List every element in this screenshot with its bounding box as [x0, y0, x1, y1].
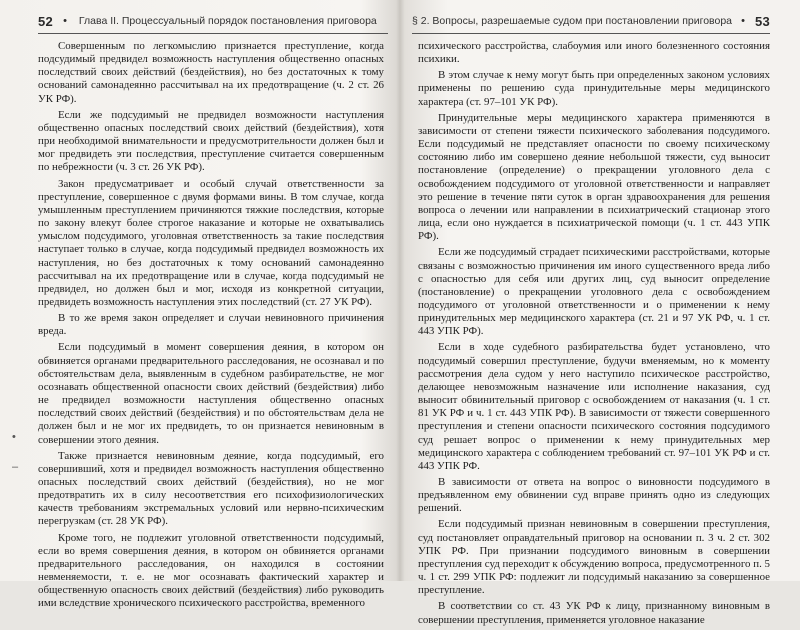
- bullet-icon: •: [63, 15, 67, 27]
- paragraph: Кроме того, не подлежит уголовной ответственности подсудимый, если во время совершения деяния, в котором он обвиняется органами предварительного расследования, он находился в состоянии невменяемости, т. е. не мог осознавать фактический характер и общественную опасность своих действий (бездействия) либо руководить ими вследствие хронического психического расстройства, временного: [38, 531, 384, 610]
- paragraph: Если подсудимый в момент совершения деяния, в котором он обвиняется органами предварительного расследования, не осознавал и по обстоятельствам дела, выявленным в судебном разбирательстве, не мог осознавать общественной опасности своих действий (бездействия) либо не предвидел возможности наступления общественно опасных последствий своих действий (бездействия) и по обстоятельствам дела не должен был и не мог их предвидеть, то он признается невиновным в совершении этого деяния.: [38, 341, 384, 446]
- margin-bullet-icon: •: [12, 431, 16, 443]
- paragraph: психического расстройства, слабоумия или иного болезненного состояния психики.: [418, 40, 770, 66]
- paragraph: Если подсудимый признан невиновным в совершении преступления, суд постановляет оправдательный приговор на основании п. 3 ч. 2 ст. 302 УПК РФ. При признании подсудимого виновным в совершении преступления суд переходит к обсуждению вопроса, предусмотренного п. 5 ч. 1 ст. 299 УПК РФ: подлежит ли подсудимый наказанию за совершенное преступление.: [418, 518, 770, 597]
- paragraph: Совершенным по легкомыслию признается преступление, когда подсудимый предвидел возможность наступления общественно опасных последствий своих действий (бездействия), но без достаточных к тому оснований самонадеянно рассчитывал на их предотвращение (ч. 2 ст. 26 УК РФ).: [38, 40, 384, 105]
- bullet-icon: •: [741, 15, 745, 27]
- right-running-head: [412, 10, 770, 32]
- left-running-head: [38, 10, 388, 32]
- left-chapter-title: Глава II. Процессуальный порядок постановления приговора: [78, 15, 377, 27]
- left-page: [0, 0, 396, 610]
- right-page-number: 53: [754, 13, 770, 29]
- paragraph: Если же подсудимый страдает психическими расстройствами, которые связаны с возможностью причинения им иного существенного вреда либо с опасностью для себя или других лиц, суд выносит определение (постановление) о прекращении уголовного дела с освобождением подсудимого от уголовной ответственности и о применении к нему принудительных мер медицинского характера (ст. 21 и 97 УК РФ, ч. 1 ст. 443 УПК РФ).: [418, 246, 770, 338]
- paragraph: Также признается невиновным деяние, когда подсудимый, его совершивший, хотя и предвидел возможность наступления общественно опасных последствий своих действий (бездействия), но не мог предотвратить их в силу несоответствия его психофизиологических качеств требованиям экстремальных условий или нервно-психическим перегрузкам (ст. 28 УК РФ).: [38, 449, 384, 528]
- paragraph: В то же время закон определяет и случаи невиновного причинения вреда.: [38, 312, 384, 338]
- paragraph: В зависимости от ответа на вопрос о виновности подсудимого в предъявленном ему обвинении суд вправе принять одно из следующих решений.: [418, 476, 770, 515]
- right-header-rule: [412, 33, 770, 34]
- left-page-text: [38, 40, 384, 614]
- paragraph: В этом случае к нему могут быть при определенных законом условиях применены по решению суда принудительные меры медицинского характера (ст. 97–101 УК РФ).: [418, 69, 770, 108]
- paragraph: Если же подсудимый не предвидел возможности наступления общественно опасных последствий своих действий (бездействия), хотя при необходимой внимательности и предусмотрительности должен был и мог предвидеть эти последствия, преступление считается совершенным по небрежности (ч. 3 ст. 26 УК РФ).: [38, 108, 384, 174]
- margin-dash-icon: –: [12, 461, 19, 473]
- paragraph: Если в ходе судебного разбирательства будет установлено, что подсудимый совершил преступление, будучи вменяемым, но к моменту рассмотрения дела судом у него наступило психическое расстройство, делающее невозможным назначение или исполнение наказания, суд выносит обвинительный приговор с освобождением от наказания (ч. 1 ст. 81 УК РФ и ч. 1 ст. 443 УПК РФ). В зависимости от тяжести совершенного преступления и степени опасности психического состояния подсудимого суд решает вопрос о применении к нему принудительных мер медицинского характера с соблюдением требований ст. 97–101 УК РФ и ст. 443 УПК РФ.: [418, 341, 770, 472]
- right-page: [404, 0, 800, 626]
- paragraph: В соответствии со ст. 43 УК РФ к лицу, признанному виновным в совершении преступления, применяется уголовное наказание: [418, 600, 770, 626]
- right-page-text: [418, 40, 770, 630]
- paragraph: Закон предусматривает и особый случай ответственности за преступление, совершенное с двумя формами вины. В том случае, когда умышленным преступлением причиняются тяжкие последствия, которые по закону влекут более строгое наказание и которые не охватывались умыслом подсудимого, уголовная ответственность за такие последствия наступает только в случае, когда подсудимый предвидел возможность их наступления, но без достаточных к тому оснований самонадеянно рассчитывал на их предотвращение или в случае, когда подсудимый не предвидел, но должен был и мог, исходя из конкретной ситуации, предвидеть возможность наступления этих последствий (ст. 27 УК РФ).: [38, 177, 384, 308]
- right-section-title: § 2. Вопросы, разрешаемые судом при постановлении приговора: [412, 15, 733, 27]
- left-header-rule: [38, 33, 388, 34]
- left-page-number: 52: [38, 13, 54, 29]
- paragraph: Принудительные меры медицинского характера применяются в зависимости от степени тяжести психического заболевания подсудимого. Если подсудимый не представляет опасности по своему психическому состоянию либо им совершено деяние небольшой тяжести, суд выносит постановление (определение) о прекращении уголовного дела с освобождением подсудимого от уголовной ответственности и направляет это решение в течение пяти суток в орган здравоохранения для решения вопроса о лечении или направлении в психиатрический стационар этого лица, если оно нуждается в психиатрической помощи (ч. 1 ст. 443 УПК РФ).: [418, 111, 770, 243]
